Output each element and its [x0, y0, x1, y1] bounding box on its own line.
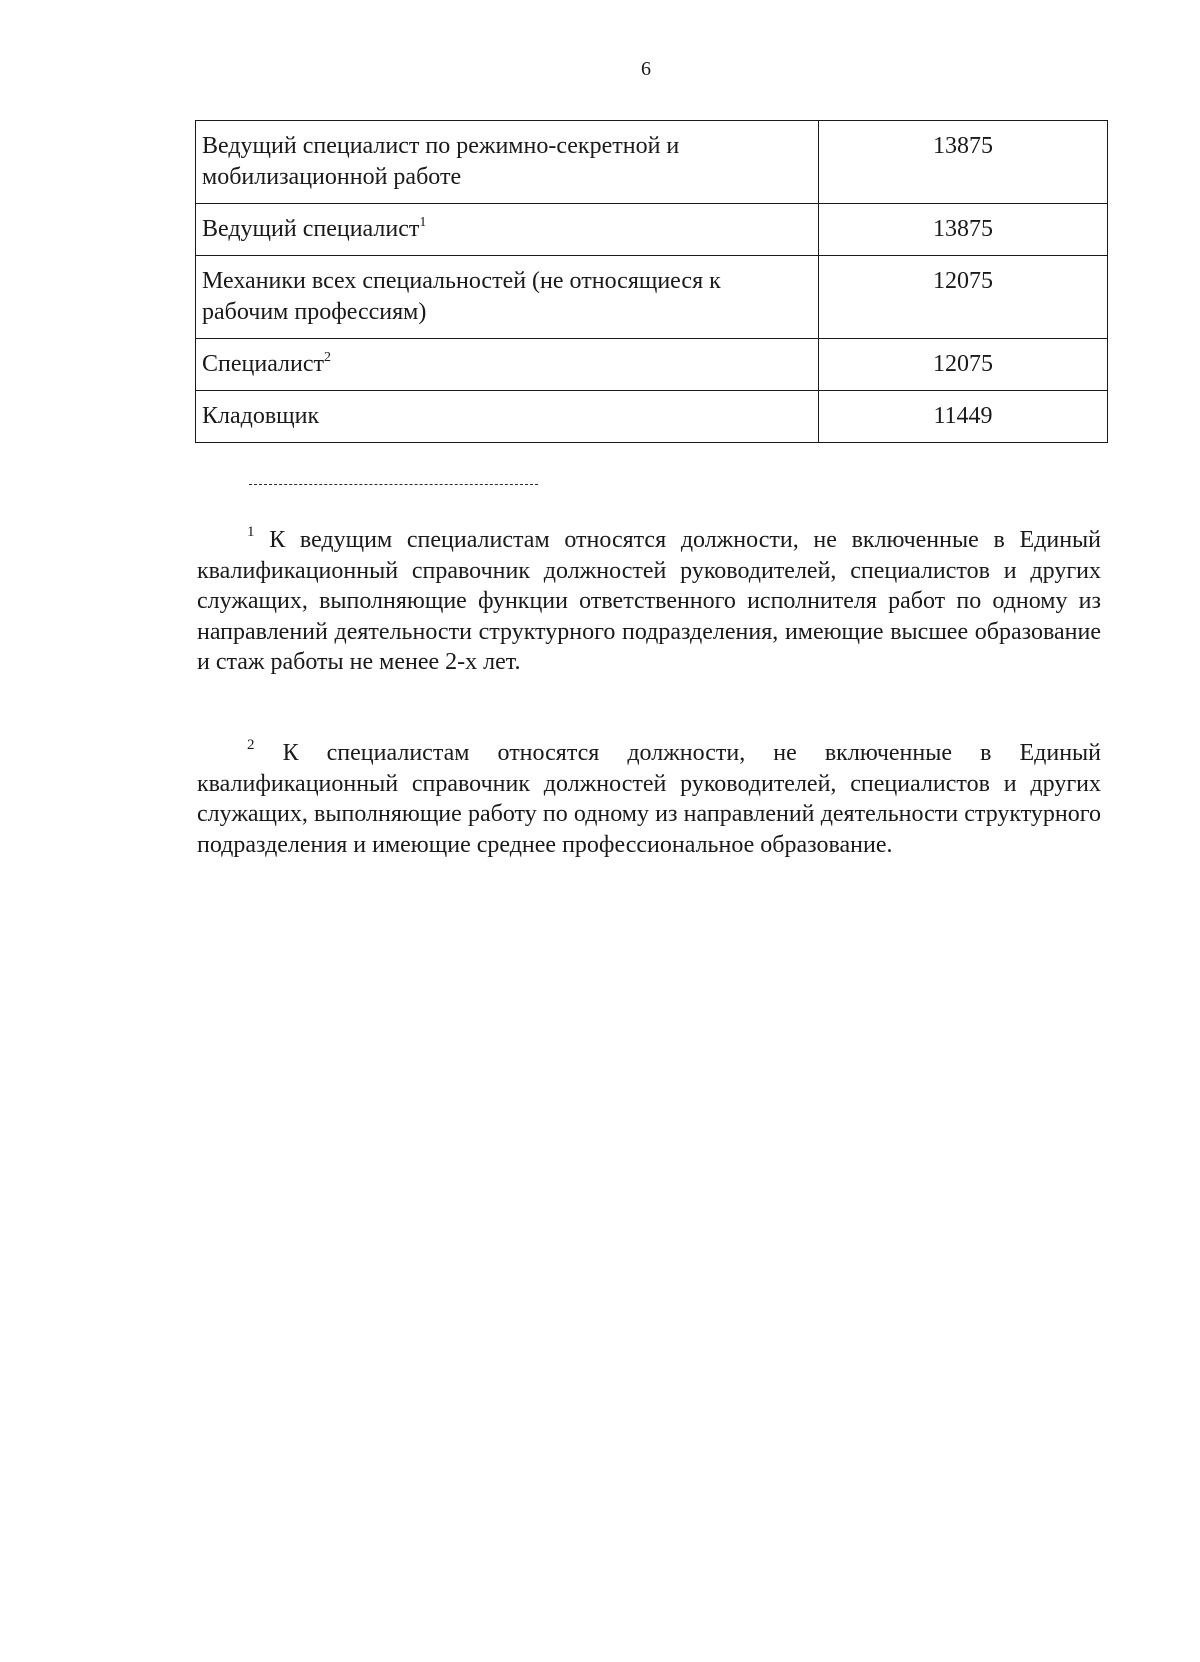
footnote-reference: 1 — [419, 215, 427, 230]
footnote-mark: 2 — [247, 737, 255, 753]
position-cell — [196, 256, 819, 339]
salary-cell: 11449 — [819, 391, 1108, 443]
footnote — [197, 738, 1101, 860]
table-row — [196, 339, 1108, 391]
footnote-separator — [249, 484, 538, 485]
page-number: 6 — [641, 58, 651, 80]
table-row — [196, 204, 1108, 256]
position-cell — [196, 339, 819, 391]
position-name: Кладовщик — [202, 403, 320, 429]
footnote-reference: 2 — [324, 350, 332, 365]
position-name: Ведущий специалист — [202, 216, 420, 242]
position-name: Ведущий специалист по режимно-секретной и мобилизационной работе — [202, 133, 680, 190]
footnote-text: К ведущим специалистам относятся должности, не включенные в Единый квалификационный справочник должностей руководителей, специалистов и других служащих, выполняющие функции ответственного исполнителя работ по одному из направлений деятельности структурного подразделения, имеющие высшее образование и стаж работы не менее 2-х лет. — [197, 527, 1102, 675]
position-cell — [196, 391, 819, 443]
table-row — [196, 256, 1108, 339]
salary-table — [195, 120, 1108, 443]
salary-cell: 13875 — [819, 121, 1108, 204]
position-cell — [196, 204, 819, 256]
footnote-text: К специалистам относятся должности, не включенные в Единый квалификационный справочник должностей руководителей, специалистов и других служащих, выполняющие работу по одному из направлений деятельности структурного подразделения и имеющие среднее профессиональное образование. — [197, 740, 1102, 858]
table-row — [196, 121, 1108, 204]
table-row — [196, 391, 1108, 443]
salary-cell: 12075 — [819, 339, 1108, 391]
footnote — [197, 525, 1101, 678]
position-name: Специалист — [202, 351, 325, 377]
position-name: Механики всех специальностей (не относящиеся к рабочим профессиям) — [202, 268, 721, 325]
salary-cell: 12075 — [819, 256, 1108, 339]
position-cell — [196, 121, 819, 204]
footnote-mark: 1 — [247, 524, 255, 540]
salary-cell: 13875 — [819, 204, 1108, 256]
